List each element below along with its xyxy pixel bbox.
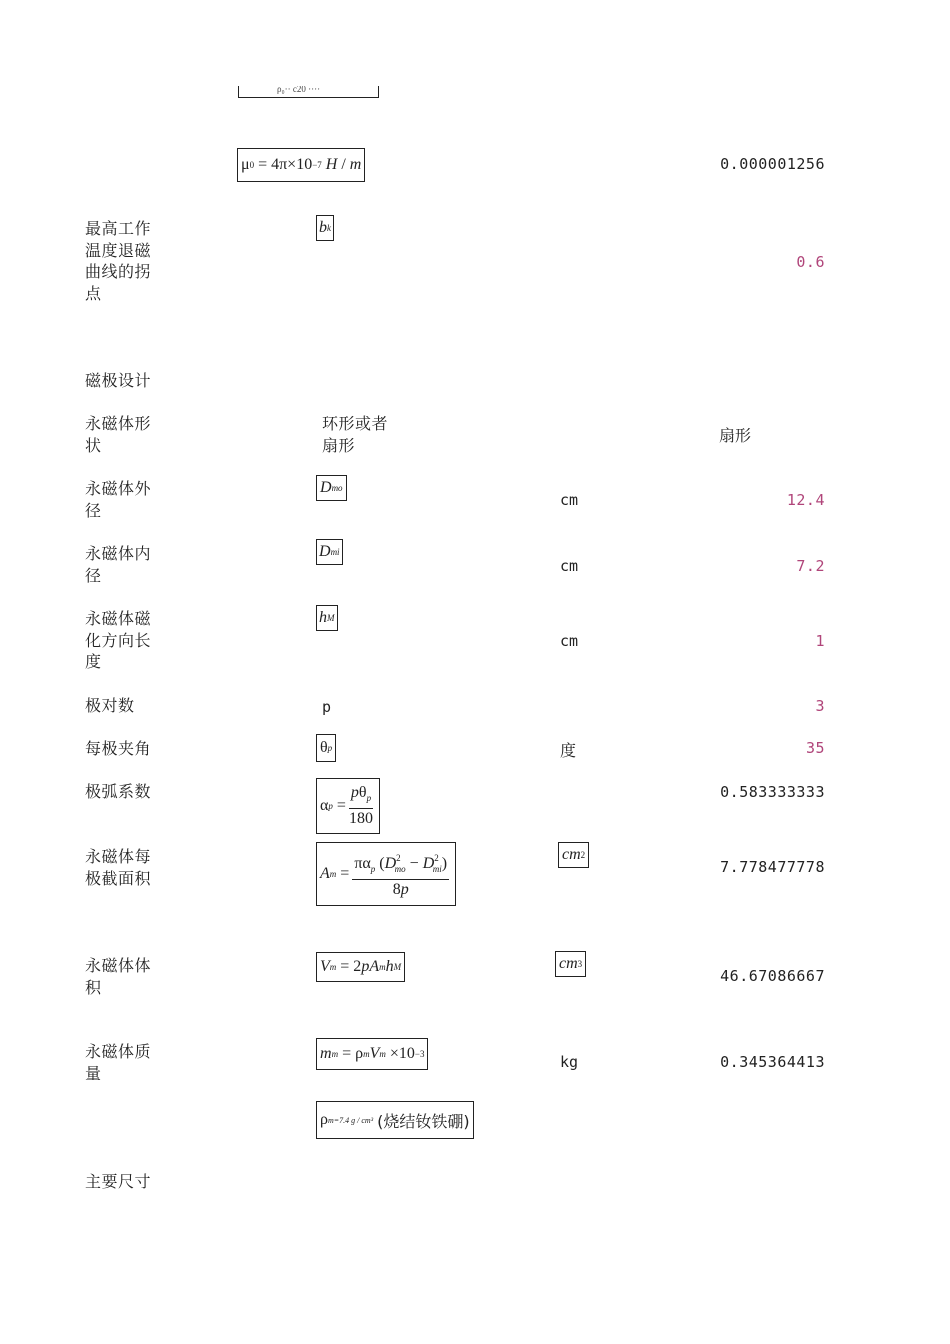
alpha-value: 0.583333333 bbox=[720, 783, 825, 801]
theta-unit: 度 bbox=[560, 741, 577, 760]
rho-material: (烧结钕铁硼) bbox=[377, 1111, 470, 1131]
dmi-value[interactable]: 7.2 bbox=[796, 557, 825, 575]
alpha-label: 极弧系数 bbox=[85, 782, 152, 801]
dmi-unit: cm bbox=[560, 557, 579, 575]
dmo-label: 永磁体外径 bbox=[85, 479, 152, 520]
mm-label: 永磁体质量 bbox=[85, 1042, 152, 1083]
dmi-symbol: D mi bbox=[316, 539, 343, 565]
am-formula: A m = $\frac{\pi\alpha_p (D^2_{mo} - D^2_{mi})}{8p}$ bbox=[316, 842, 456, 906]
theta-value[interactable]: 35 bbox=[805, 739, 825, 757]
shape-value[interactable]: 扇形 bbox=[719, 426, 752, 445]
clipped-formula-box bbox=[238, 86, 379, 98]
hm-value[interactable]: 1 bbox=[815, 632, 825, 650]
mm-value: 0.345364413 bbox=[720, 1053, 825, 1071]
am-value: 7.778477778 bbox=[720, 858, 825, 876]
p-symbol-text: p bbox=[322, 698, 332, 716]
clipped-formula-text: ρ₀·· c20 ···· bbox=[277, 86, 321, 94]
hm-label: 永磁体磁化方向长度 bbox=[85, 609, 152, 671]
dmo-value[interactable]: 12.4 bbox=[786, 491, 825, 509]
bk-value[interactable]: 0.6 bbox=[796, 253, 825, 271]
dmo-symbol: D mo bbox=[316, 475, 347, 501]
pole-design-heading: 磁极设计 bbox=[85, 371, 152, 390]
p-value[interactable]: 3 bbox=[815, 697, 825, 715]
rho-formula: ρ m=7.4 g / cm³ (烧结钕铁硼) bbox=[316, 1101, 474, 1139]
vm-unit: cm 3 bbox=[555, 951, 586, 977]
bk-symbol: b k bbox=[316, 215, 334, 241]
vm-value: 46.67086667 bbox=[720, 967, 825, 985]
dmo-unit: cm bbox=[560, 491, 579, 509]
am-unit: cm 2 bbox=[558, 842, 589, 868]
main-dims-heading: 主要尺寸 bbox=[85, 1172, 152, 1191]
shape-symbol-text: 环形或者扇形 bbox=[322, 414, 389, 455]
dmi-label: 永磁体内径 bbox=[85, 544, 152, 585]
am-label: 永磁体每极截面积 bbox=[85, 847, 152, 888]
vm-formula: V m = 2 pA m h M bbox=[316, 952, 405, 982]
hm-unit: cm bbox=[560, 632, 579, 650]
mu0-value: 0.000001256 bbox=[720, 155, 825, 173]
bk-label: 最高工作温度退磁曲线的拐点 bbox=[85, 219, 152, 303]
alpha-formula: α p = $\frac{p\theta_p}{180}$ bbox=[316, 778, 380, 834]
theta-label: 每极夹角 bbox=[85, 739, 152, 758]
vm-label: 永磁体体积 bbox=[85, 956, 152, 997]
shape-label: 永磁体形状 bbox=[85, 414, 152, 455]
p-label: 极对数 bbox=[85, 696, 135, 715]
theta-symbol: θ p bbox=[316, 734, 336, 762]
mu0-formula: μ 0 = 4π×10 −7 H / m bbox=[237, 148, 365, 182]
hm-symbol: h M bbox=[316, 605, 338, 631]
mm-formula: m m = ρ m V m ×10 −3 bbox=[316, 1038, 428, 1070]
mm-unit: kg bbox=[560, 1053, 579, 1071]
